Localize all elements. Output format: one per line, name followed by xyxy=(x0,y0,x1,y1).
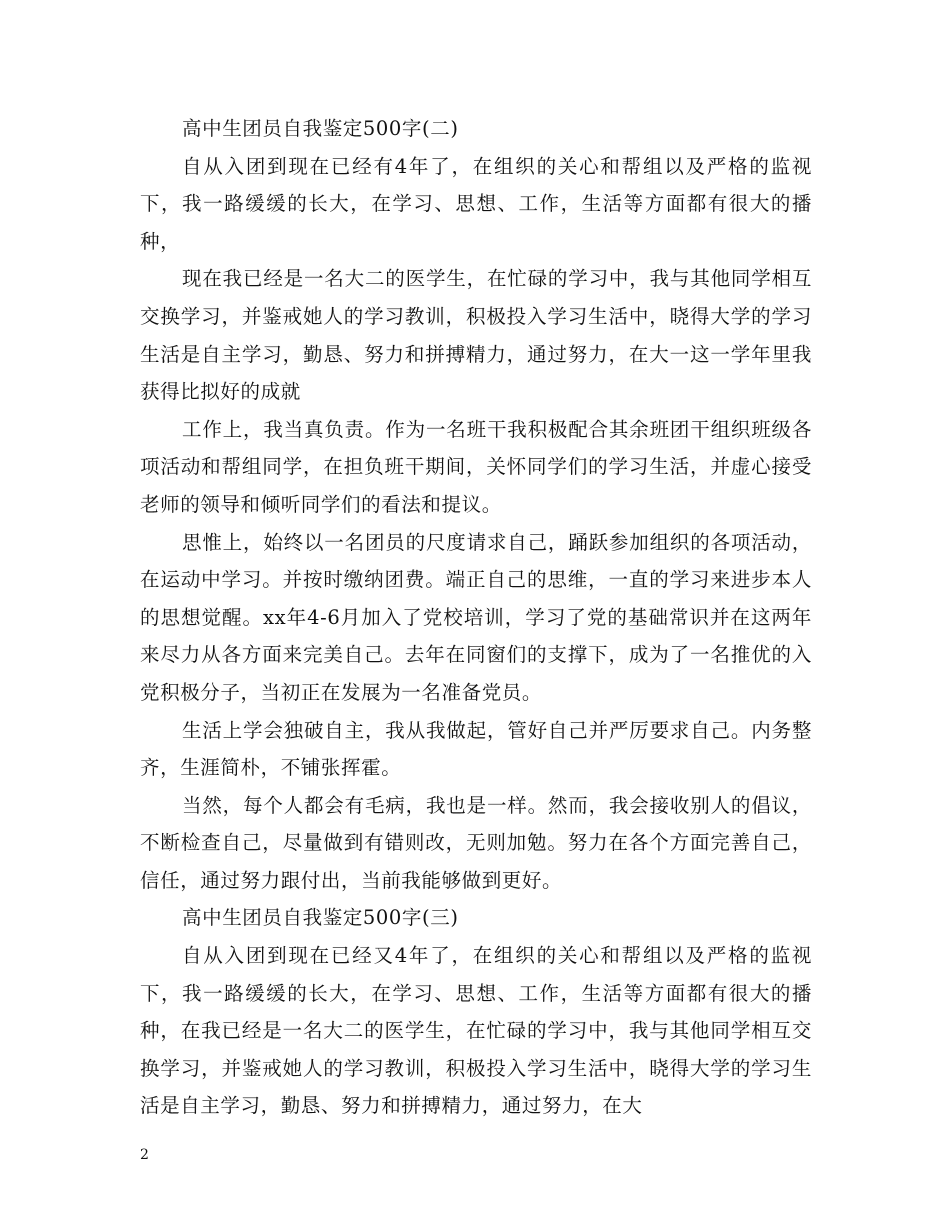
document-body xyxy=(140,110,812,1125)
paragraph-thought: 思惟上，始终以一名团员的尺度请求自己，踊跃参加组织的各项活动，在运动中学习。并按时缴纳团费。端正自己的思维，一直的学习来进步本人的思想觉醒。xx年4-6月加入了党校培训，学习了党的基础常识并在这两年来尽力从各方面来完美自己。去年在同窗们的支撑下，成为了一名推优的入党积极分子，当初正在发展为一名准备党员。 xyxy=(140,530,812,704)
page-number: 2 xyxy=(140,1147,149,1163)
paragraph-life: 生活上学会独破自主，我从我做起，管好自己并严厉要求自己。内务整齐，生涯简朴，不铺张挥霍。 xyxy=(140,718,812,780)
section-heading-2: 高中生团员自我鉴定500字(二) xyxy=(182,117,459,140)
paragraph-intro: 自从入团到现在已经有4年了，在组织的关心和帮组以及严格的监视下，我一路缓缓的长大，在学习、思想、工作，生活等方面都有很大的播种， xyxy=(140,154,812,253)
paragraph-work: 工作上，我当真负责。作为一名班干我积极配合其余班团干组织班级各项活动和帮组同学，在担负班干期间，关怀同学们的学习生活，并虚心接受老师的领导和倾听同学们的看法和提议。 xyxy=(140,417,812,516)
paragraph-study: 现在我已经是一名大二的医学生，在忙碌的学习中，我与其他同学相互交换学习，并鉴戒她人的学习教训，积极投入学习生活中，晓得大学的学习生活是自主学习，勤恳、努力和拼搏精力，通过努力，在大一这一学年里我获得比拟好的成就 xyxy=(140,267,812,404)
paragraph-shortcomings: 当然，每个人都会有毛病，我也是一样。然而，我会接收别人的倡议，不断检查自己，尽量做到有错则改，无则加勉。努力在各个方面完善自己，信任，通过努力跟付出，当前我能够做到更好。 xyxy=(140,793,812,892)
section-heading-3: 高中生团员自我鉴定500字(三) xyxy=(182,906,459,930)
paragraph-intro-3: 自从入团到现在已经又4年了，在组织的关心和帮组以及严格的监视下，我一路缓缓的长大，在学习、思想、工作，生活等方面都有很大的播种，在我已经是一名大二的医学生，在忙碌的学习中，我与其他同学相互交换学习，并鉴戒她人的学习教训，积极投入学习生活中，晓得大学的学习生活是自主学习，勤恳、努力和拼搏精力，通过努力，在大 xyxy=(140,944,812,1118)
